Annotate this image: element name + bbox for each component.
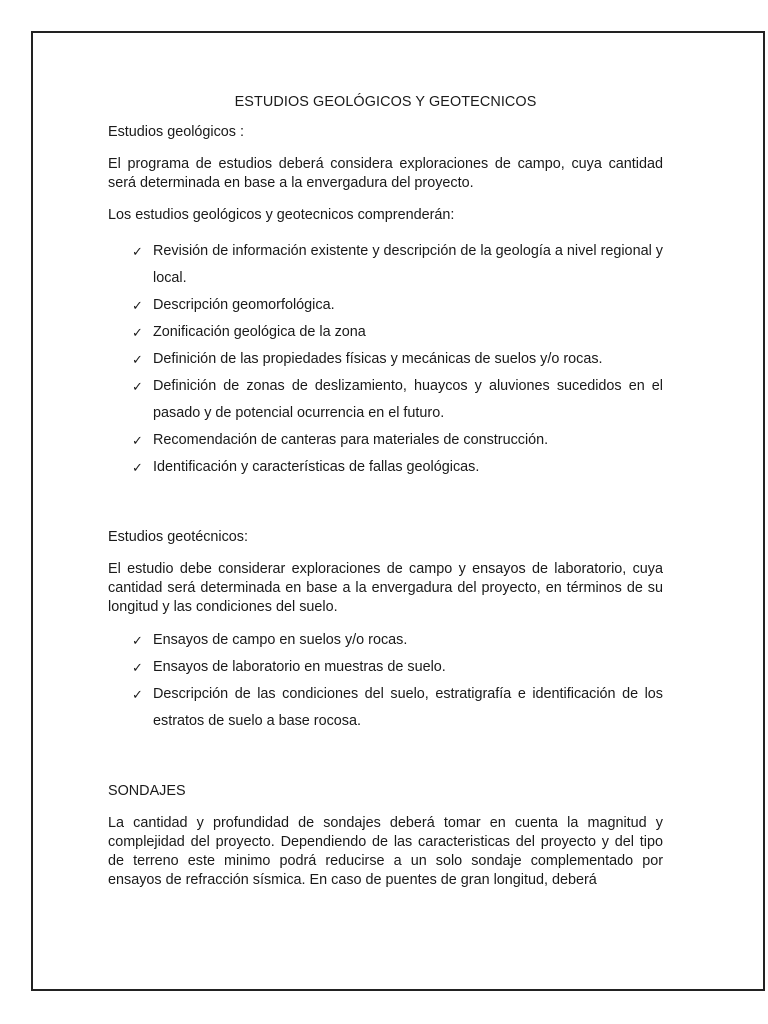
- list-item: [132, 319, 663, 346]
- section-heading-sondajes: SONDAJES: [108, 783, 186, 799]
- list-item-text: Definición de las propiedades físicas y mecánicas de suelos y/o rocas.: [153, 351, 603, 367]
- list-item: [132, 292, 663, 319]
- check-icon: ✓: [132, 433, 143, 448]
- paragraph-sondajes: La cantidad y profundidad de sondajes deberá tomar en cuenta la magnitud y complejidad del proyecto. Dependiendo de las caracteristicas del proyecto y del tipo de terreno este minimo podrá reducirse a un solo sondaje complementado por ensayos de refracción sísmica. En caso de puentes de gran longitud, deberá: [108, 815, 663, 888]
- check-icon: ✓: [132, 660, 143, 675]
- list-item: [132, 627, 663, 654]
- check-icon: ✓: [132, 325, 143, 340]
- check-icon: ✓: [132, 379, 143, 394]
- list-item: [132, 238, 663, 292]
- document-content: [108, 93, 663, 903]
- check-icon: ✓: [132, 460, 143, 475]
- list-item: [132, 654, 663, 681]
- list-item: [132, 427, 663, 454]
- list-item-text: Identificación y características de fallas geológicas.: [153, 459, 480, 475]
- geotecnicos-checklist: [108, 627, 663, 735]
- spacer: [108, 481, 663, 528]
- list-item-text: Definición de zonas de deslizamiento, huaycos y aluviones sucedidos en el pasado y de potencial ocurrencia en el futuro.: [153, 378, 663, 421]
- paragraph-comprenderan: Los estudios geológicos y geotecnicos comprenderán:: [108, 207, 455, 223]
- check-icon: ✓: [132, 352, 143, 367]
- paragraph-estudio: El estudio debe considerar exploraciones de campo y ensayos de laboratorio, cuya cantidad será determinada en base a la envergadura del proyecto, en términos de su longitud y las condiciones del suelo.: [108, 561, 663, 615]
- list-item: [132, 681, 663, 735]
- paragraph-programa: El programa de estudios deberá considera exploraciones de campo, cuya cantidad será determinada en base a la envergadura del proyecto.: [108, 156, 663, 191]
- list-item: [132, 373, 663, 427]
- list-item-text: Zonificación geológica de la zona: [153, 324, 366, 340]
- check-icon: ✓: [132, 687, 143, 702]
- list-item-text: Recomendación de canteras para materiales de construcción.: [153, 432, 549, 448]
- list-item-text: Ensayos de campo en suelos y/o rocas.: [153, 632, 408, 648]
- check-icon: ✓: [132, 244, 143, 259]
- spacer: [108, 735, 663, 782]
- list-item: [132, 346, 663, 373]
- check-icon: ✓: [132, 633, 143, 648]
- document-title: ESTUDIOS GEOLÓGICOS Y GEOTECNICOS: [234, 94, 537, 110]
- list-item: [132, 454, 663, 481]
- document-page: [31, 31, 765, 991]
- section-heading-geologicos: Estudios geológicos :: [108, 124, 244, 140]
- check-icon: ✓: [132, 298, 143, 313]
- list-item-text: Revisión de información existente y descripción de la geología a nivel regional y local.: [153, 243, 663, 286]
- list-item-text: Ensayos de laboratorio en muestras de suelo.: [153, 659, 446, 675]
- section-heading-geotecnicos: Estudios geotécnicos:: [108, 529, 248, 545]
- list-item-text: Descripción de las condiciones del suelo, estratigrafía e identificación de los estratos de suelo a base rocosa.: [153, 686, 663, 729]
- list-item-text: Descripción geomorfológica.: [153, 297, 335, 313]
- geologicos-checklist: [108, 238, 663, 481]
